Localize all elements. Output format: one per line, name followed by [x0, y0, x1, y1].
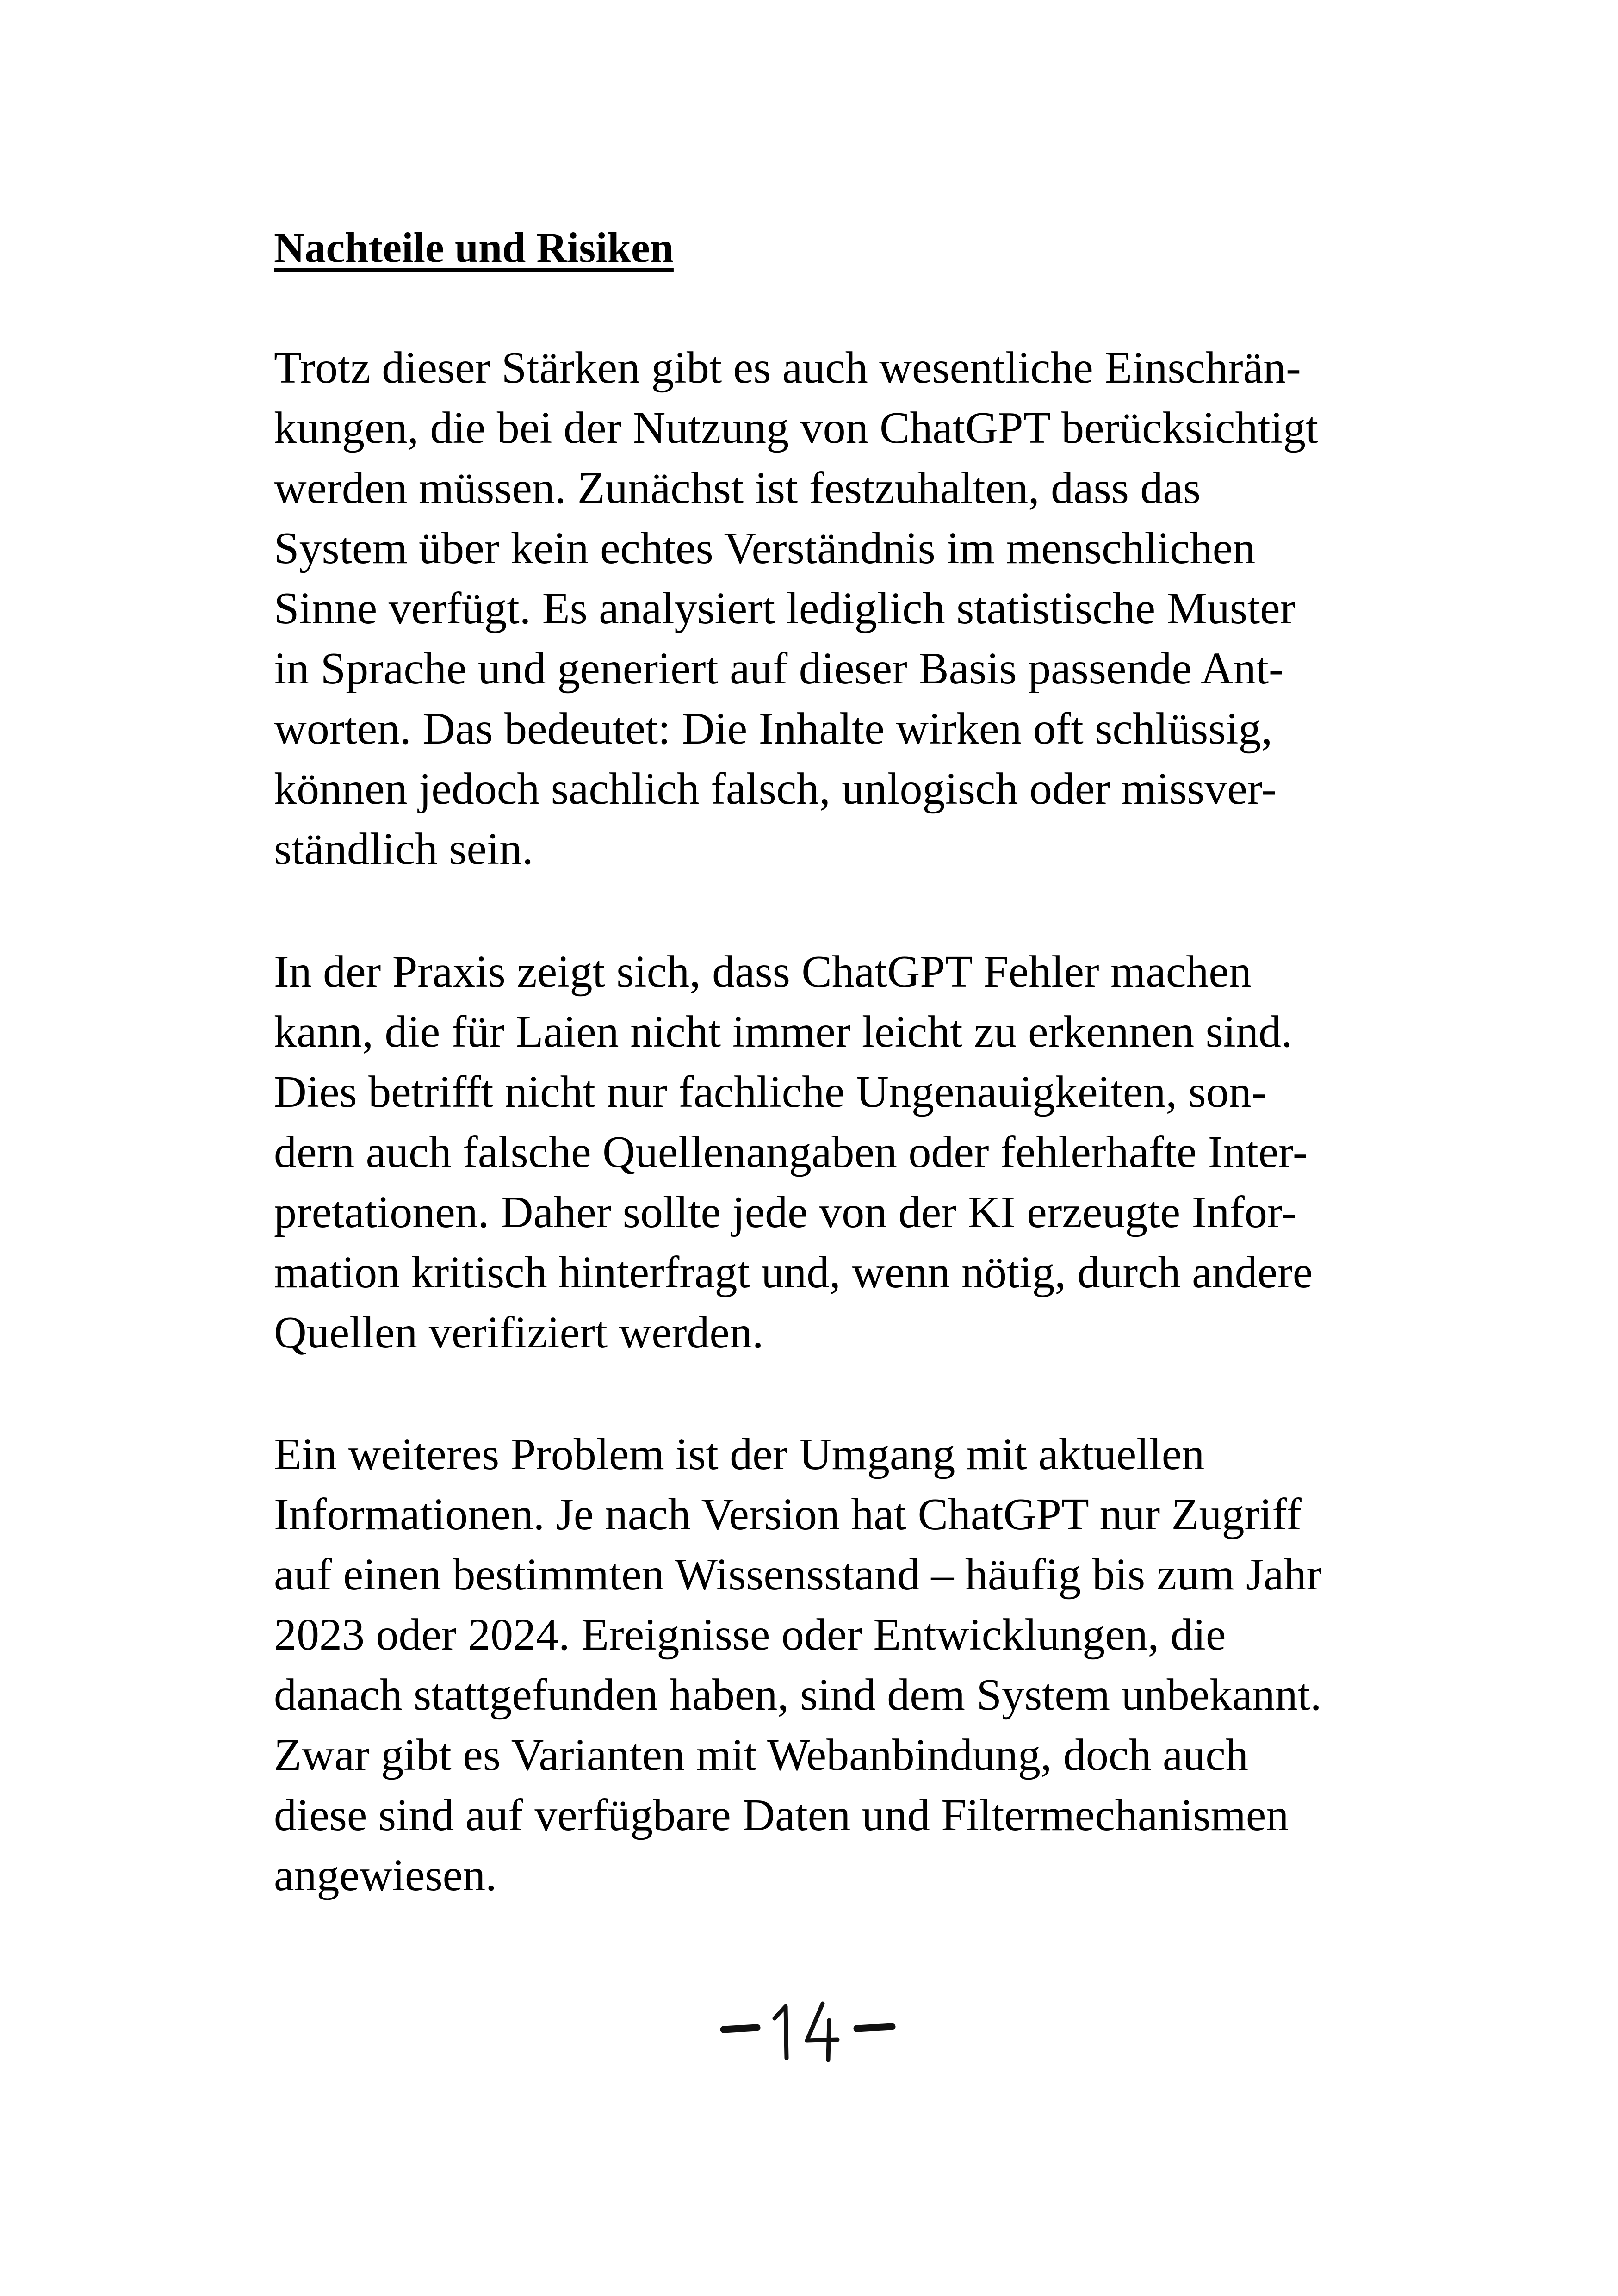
text-line: kungen, die bei der Nutzung von ChatGPT berücksichtigt	[274, 403, 1319, 453]
text-line: danach stattgefunden haben, sind dem System unbekannt.	[274, 1670, 1322, 1720]
text-line: In der Praxis zeigt sich, dass ChatGPT Fehler machen	[274, 947, 1252, 997]
text-line: Dies betrifft nicht nur fachliche Ungenauigkeiten, son-	[274, 1067, 1267, 1117]
text-line: Zwar gibt es Varianten mit Webanbindung, doch auch	[274, 1730, 1248, 1780]
paragraph-3	[274, 1424, 1321, 1905]
text-line: werden müssen. Zunächst ist festzuhalten, dass das	[274, 463, 1201, 513]
text-line: mation kritisch hinterfragt und, wenn nötig, durch andere	[274, 1247, 1313, 1297]
text-line: auf einen bestimmten Wissensstand – häufig bis zum Jahr	[274, 1550, 1322, 1600]
text-line: dern auch falsche Quellenangaben oder fehlerhafte Inter-	[274, 1127, 1308, 1177]
text-line: diese sind auf verfügbare Daten und Filtermechanismen	[274, 1790, 1289, 1840]
text-line: Sinne verfügt. Es analysiert lediglich statistische Muster	[274, 583, 1296, 633]
page-number	[716, 1990, 901, 2073]
section-heading: Nachteile und Risiken	[274, 224, 674, 271]
page-number-right-dash	[857, 2027, 892, 2029]
text-line: Quellen verifiziert werden.	[274, 1308, 764, 1358]
page-number-digit-one	[775, 2006, 787, 2058]
text-line: in Sprache und generiert auf dieser Basis passende Ant-	[274, 644, 1284, 694]
paragraph-2	[274, 942, 1313, 1363]
text-line: können jedoch sachlich falsch, unlogisch oder missver-	[274, 764, 1277, 814]
paragraph-1	[274, 338, 1318, 879]
text-line: Informationen. Je nach Version hat ChatGPT nur Zugriff	[274, 1489, 1302, 1539]
text-line: worten. Das bedeutet: Die Inhalte wirken oft schlüssig,	[274, 704, 1273, 754]
text-line: ständlich sein.	[274, 824, 533, 874]
text-line: System über kein echtes Verständnis im menschlichen	[274, 523, 1256, 573]
text-line: 2023 oder 2024. Ereignisse oder Entwicklungen, die	[274, 1610, 1226, 1660]
page-number-left-dash	[724, 2028, 757, 2029]
page-number-digit-four	[807, 2004, 837, 2060]
text-line: angewiesen.	[274, 1850, 497, 1900]
text-line: Trotz dieser Stärken gibt es auch wesentliche Einschrän-	[274, 343, 1301, 393]
text-line: pretationen. Daher sollte jede von der KI erzeugte Infor-	[274, 1187, 1297, 1237]
text-line: kann, die für Laien nicht immer leicht zu erkennen sind.	[274, 1007, 1293, 1057]
text-line: Ein weiteres Problem ist der Umgang mit aktuellen	[274, 1429, 1205, 1479]
